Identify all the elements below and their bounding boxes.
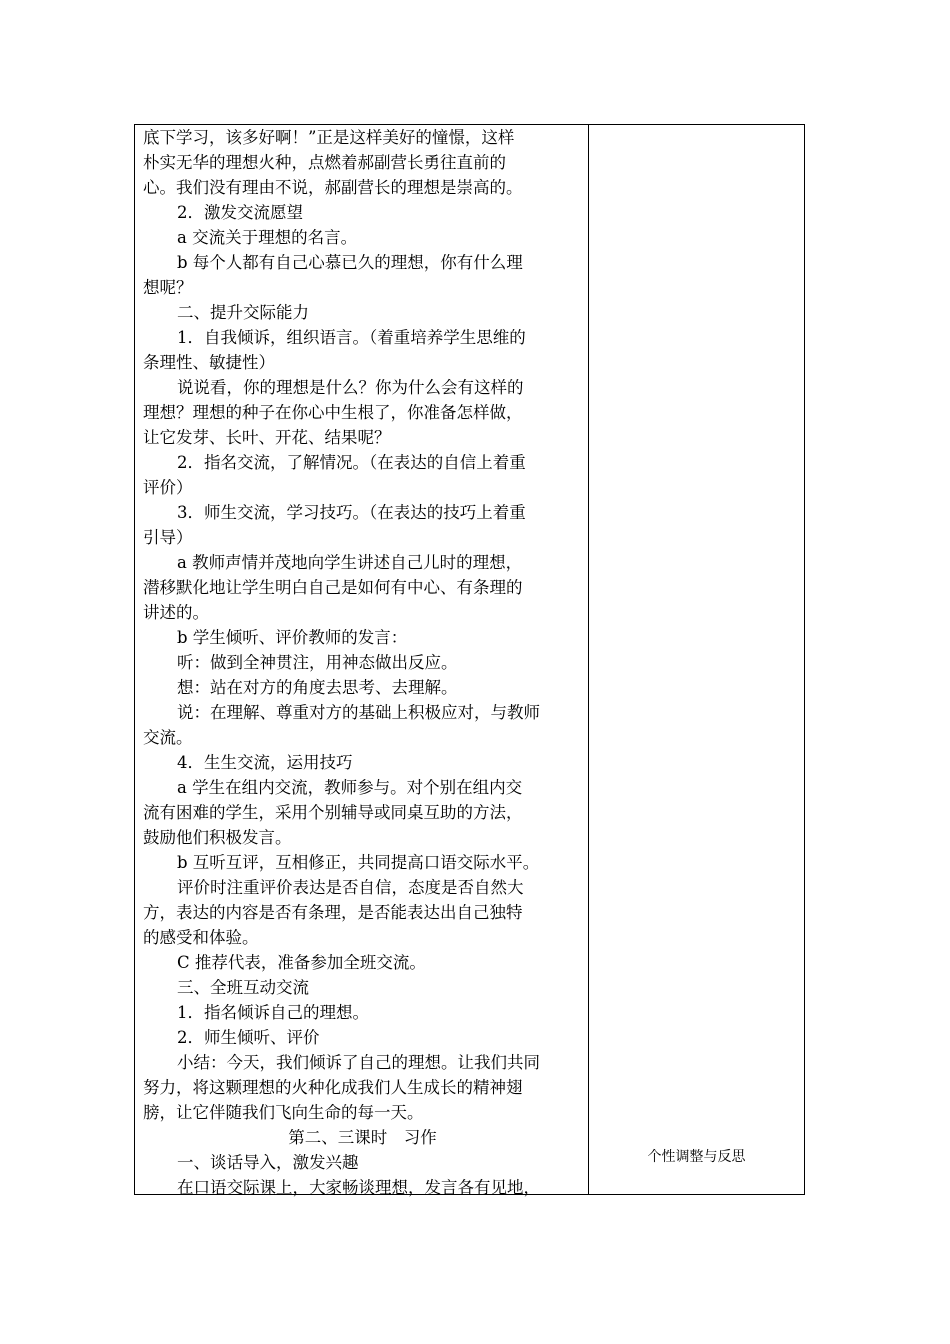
content-line: 小结：今天，我们倾诉了自己的理想。让我们共同 <box>177 1053 540 1072</box>
reflection-column <box>589 125 804 1194</box>
content-line: a 交流关于理想的名言。 <box>177 228 358 247</box>
content-line: 第二、三课时 习作 <box>288 1128 437 1147</box>
content-line: 条理性、敏捷性） <box>143 353 275 372</box>
content-line: 1．自我倾诉，组织语言。（着重培养学生思维的 <box>177 328 526 347</box>
content-line: 说说看，你的理想是什么？你为什么会有这样的 <box>177 378 524 397</box>
content-line: 想呢？ <box>143 278 193 297</box>
content-line: 朴实无华的理想火种，点燃着郝副营长勇往直前的 <box>143 153 506 172</box>
content-line: 1．指名倾诉自己的理想。 <box>177 1003 369 1022</box>
content-line: 听：做到全神贯注，用神态做出反应。 <box>177 653 458 672</box>
content-line: 一、谈话导入，激发兴趣 <box>177 1153 359 1172</box>
content-line: 想：站在对方的角度去思考、去理解。 <box>177 678 458 697</box>
content-line: 膀，让它伴随我们飞向生命的每一天。 <box>143 1103 424 1122</box>
content-line: 评价） <box>143 478 193 497</box>
content-line: 二、提升交际能力 <box>177 303 309 322</box>
content-line: 交流。 <box>143 728 193 747</box>
content-line: a 学生在组内交流，教师参与。对个别在组内交 <box>177 778 523 797</box>
content-line: 2．指名交流，了解情况。（在表达的自信上着重 <box>177 453 526 472</box>
content-line: 理想？理想的种子在你心中生根了，你准备怎样做， <box>143 403 523 422</box>
content-line: 在口语交际课上，大家畅谈理想，发言各有见地， <box>177 1178 540 1197</box>
content-line: 引导） <box>143 528 193 547</box>
content-line: 2．师生倾听、评价 <box>177 1028 320 1047</box>
content-line: 努力，将这颗理想的火种化成我们人生成长的精神翅 <box>143 1078 523 1097</box>
content-line: C 推荐代表，准备参加全班交流。 <box>177 953 426 972</box>
content-line: 讲述的。 <box>143 603 209 622</box>
reflection-label: 个性调整与反思 <box>647 1149 746 1165</box>
content-line: 让它发芽、长叶、开花、结果呢？ <box>143 428 391 447</box>
content-line: 的感受和体验。 <box>143 928 259 947</box>
lesson-plan-table <box>134 124 805 1195</box>
content-line: 流有困难的学生，采用个别辅导或同桌互助的方法， <box>143 803 523 822</box>
content-line: 2．激发交流愿望 <box>177 203 303 222</box>
content-line: 三、全班互动交流 <box>177 978 309 997</box>
content-line: a 教师声情并茂地向学生讲述自己儿时的理想， <box>177 553 523 572</box>
content-line: 方，表达的内容是否有条理，是否能表达出自己独特 <box>143 903 523 922</box>
content-line: 3．师生交流，学习技巧。（在表达的技巧上着重 <box>177 503 526 522</box>
content-line: 心。我们没有理由不说，郝副营长的理想是崇高的。 <box>143 178 523 197</box>
content-line: b 互听互评，互相修正，共同提高口语交际水平。 <box>177 853 540 872</box>
content-line: 说：在理解、尊重对方的基础上积极应对，与教师 <box>177 703 540 722</box>
content-line: 鼓励他们积极发言。 <box>143 828 292 847</box>
content-line: 4．生生交流，运用技巧 <box>177 753 353 772</box>
lesson-content-column <box>135 125 589 1197</box>
content-line: 评价时注重评价表达是否自信，态度是否自然大 <box>177 878 524 897</box>
content-line: 底下学习，该多好啊！”正是这样美好的憧憬，这样 <box>143 128 515 147</box>
content-line: b 学生倾听、评价教师的发言： <box>177 628 408 647</box>
content-line: b 每个人都有自己心慕已久的理想，你有什么理 <box>177 253 523 272</box>
content-line: 潜移默化地让学生明白自己是如何有中心、有条理的 <box>143 578 523 597</box>
